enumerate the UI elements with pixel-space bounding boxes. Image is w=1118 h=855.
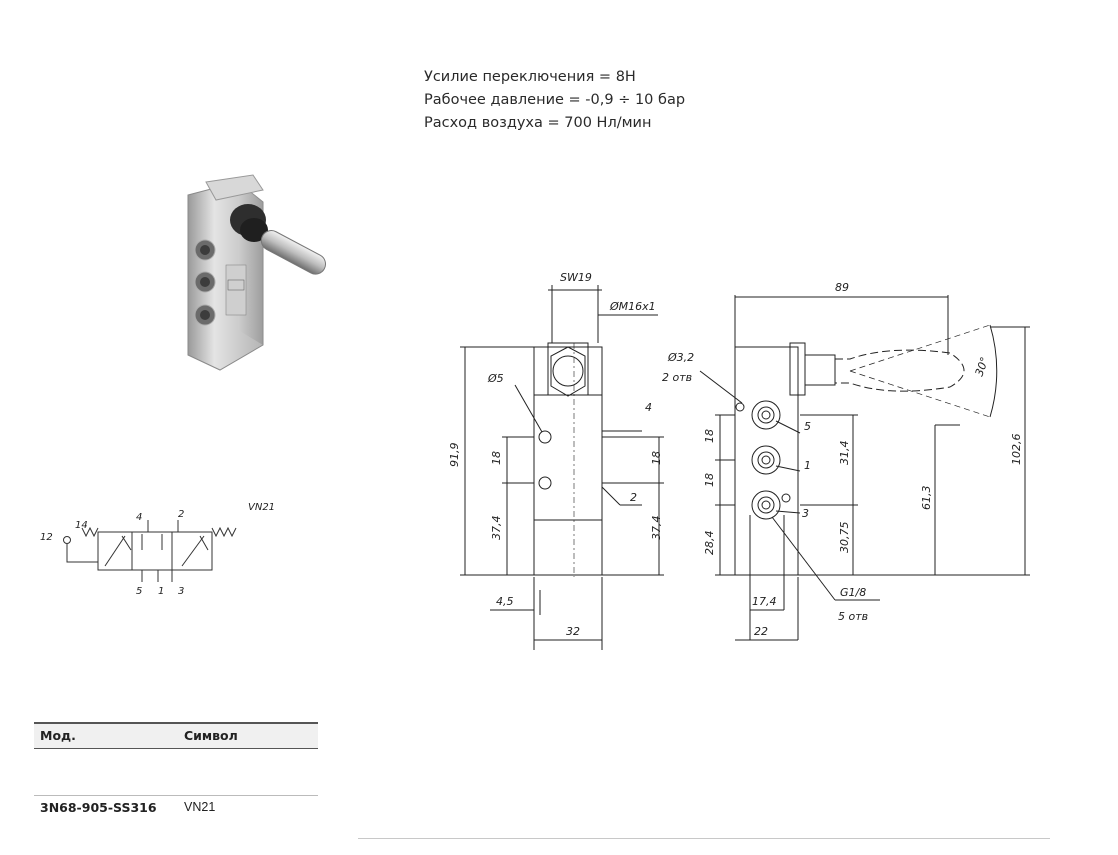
label-89: 89 [835,281,849,294]
footer-divider [358,838,1050,839]
label-port-3-side: 3 [802,507,809,520]
label-31-4: 31,4 [838,440,851,465]
model-table [34,722,318,840]
table-header [34,722,318,749]
label-port-2-front: 2 [630,491,637,504]
label-5-holes: 5 отв [838,610,869,623]
label-37-4-right: 37,4 [650,515,663,540]
label-18-right: 18 [650,451,663,465]
symbol-port-5: 5 [136,586,143,597]
table-row [34,795,318,840]
spec-switching-force: Усилие переключения = 8Н [424,69,636,85]
label-61-3: 61,3 [920,485,933,510]
label-angle-30: 30° [972,355,992,379]
label-18-side-a: 18 [703,429,716,443]
symbol-port-2: 2 [178,509,185,520]
label-22: 22 [754,625,768,638]
label-37-4-left: 37,4 [490,515,503,540]
product-photo [168,170,358,380]
symbol-port-14: 14 [75,520,88,531]
symbol-model-label: VN21 [248,502,276,513]
label-17-4: 17,4 [752,595,777,608]
label-102-6: 102,6 [1010,433,1023,465]
label-18-side-b: 18 [703,473,716,487]
label-port-4-front: 4 [645,401,652,414]
symbol-port-1: 1 [158,586,165,597]
spec-working-pressure: Рабочее давление = -0,9 ÷ 10 бар [424,92,686,108]
technical-drawing [430,255,1050,665]
label-4-5: 4,5 [496,595,514,608]
symbol-port-12: 12 [40,532,53,543]
label-g1-8: G1/8 [840,586,867,599]
label-28-4: 28,4 [703,530,716,555]
label-hole-3-2: Ø3,2 [668,351,695,364]
label-30-75: 30,75 [838,521,851,553]
symbol-port-3: 3 [178,586,185,597]
specifications [424,66,685,135]
valve-symbol [30,490,280,605]
label-hole-5: Ø5 [488,372,504,385]
row-symbol: VN21 [184,800,216,814]
label-18-left: 18 [490,451,503,465]
label-thread: ØM16x1 [610,300,656,313]
label-port-5-side: 5 [804,420,811,433]
label-height-91-9: 91,9 [448,442,461,467]
header-symbol: Символ [184,728,238,743]
label-port-1-side: 1 [804,459,811,472]
label-sw19: SW19 [560,271,592,284]
header-model: Мод. [40,728,76,743]
row-model: 3N68-905-SS316 [40,800,157,815]
symbol-port-4: 4 [136,512,143,523]
spec-air-flow: Расход воздуха = 700 Нл/мин [424,115,652,131]
label-32: 32 [566,625,580,638]
label-2-holes: 2 отв [662,371,693,384]
